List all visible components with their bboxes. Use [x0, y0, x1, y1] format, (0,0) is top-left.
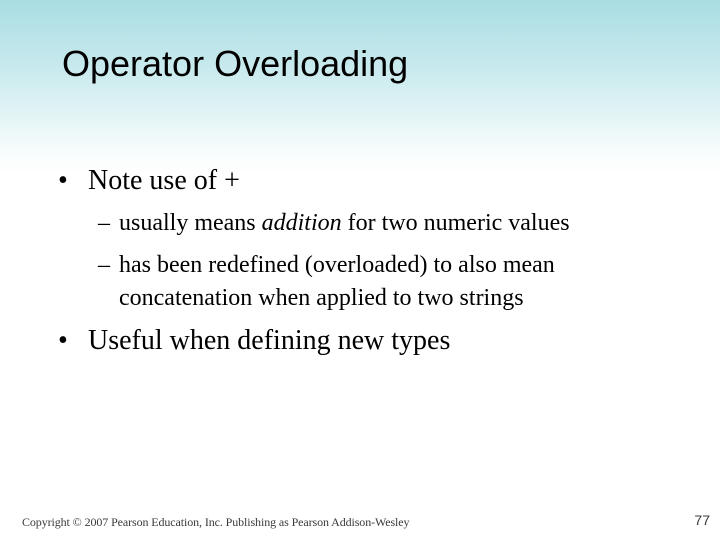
sub-bullet-marker: –: [98, 252, 110, 278]
emphasized-text: addition: [261, 210, 342, 236]
bullet-marker: •: [58, 165, 68, 196]
bullet-text: Useful when defining new types: [88, 325, 451, 356]
sub-bullet-item: [98, 208, 570, 238]
sub-bullet-marker: –: [98, 210, 110, 236]
page-number: 77: [694, 512, 710, 528]
sub-bullet-text-end: for two numeric values: [341, 210, 570, 236]
bullet-marker: •: [58, 325, 68, 356]
bullet-item: [58, 164, 240, 198]
copyright-footer: Copyright © 2007 Pearson Education, Inc. Publishing as Pearson Addison-Wesley: [22, 515, 410, 529]
bullet-text: Note use of +: [88, 165, 240, 196]
sub-bullet-text: has been redefined (overloaded) to also mean: [119, 252, 555, 278]
sub-bullet-text-start: usually means: [119, 210, 262, 236]
sub-bullet-continuation: concatenation when applied to two strings: [119, 285, 524, 311]
slide-title: Operator Overloading: [62, 43, 409, 84]
bullet-item: [58, 324, 450, 358]
sub-bullet-item: [98, 250, 555, 280]
